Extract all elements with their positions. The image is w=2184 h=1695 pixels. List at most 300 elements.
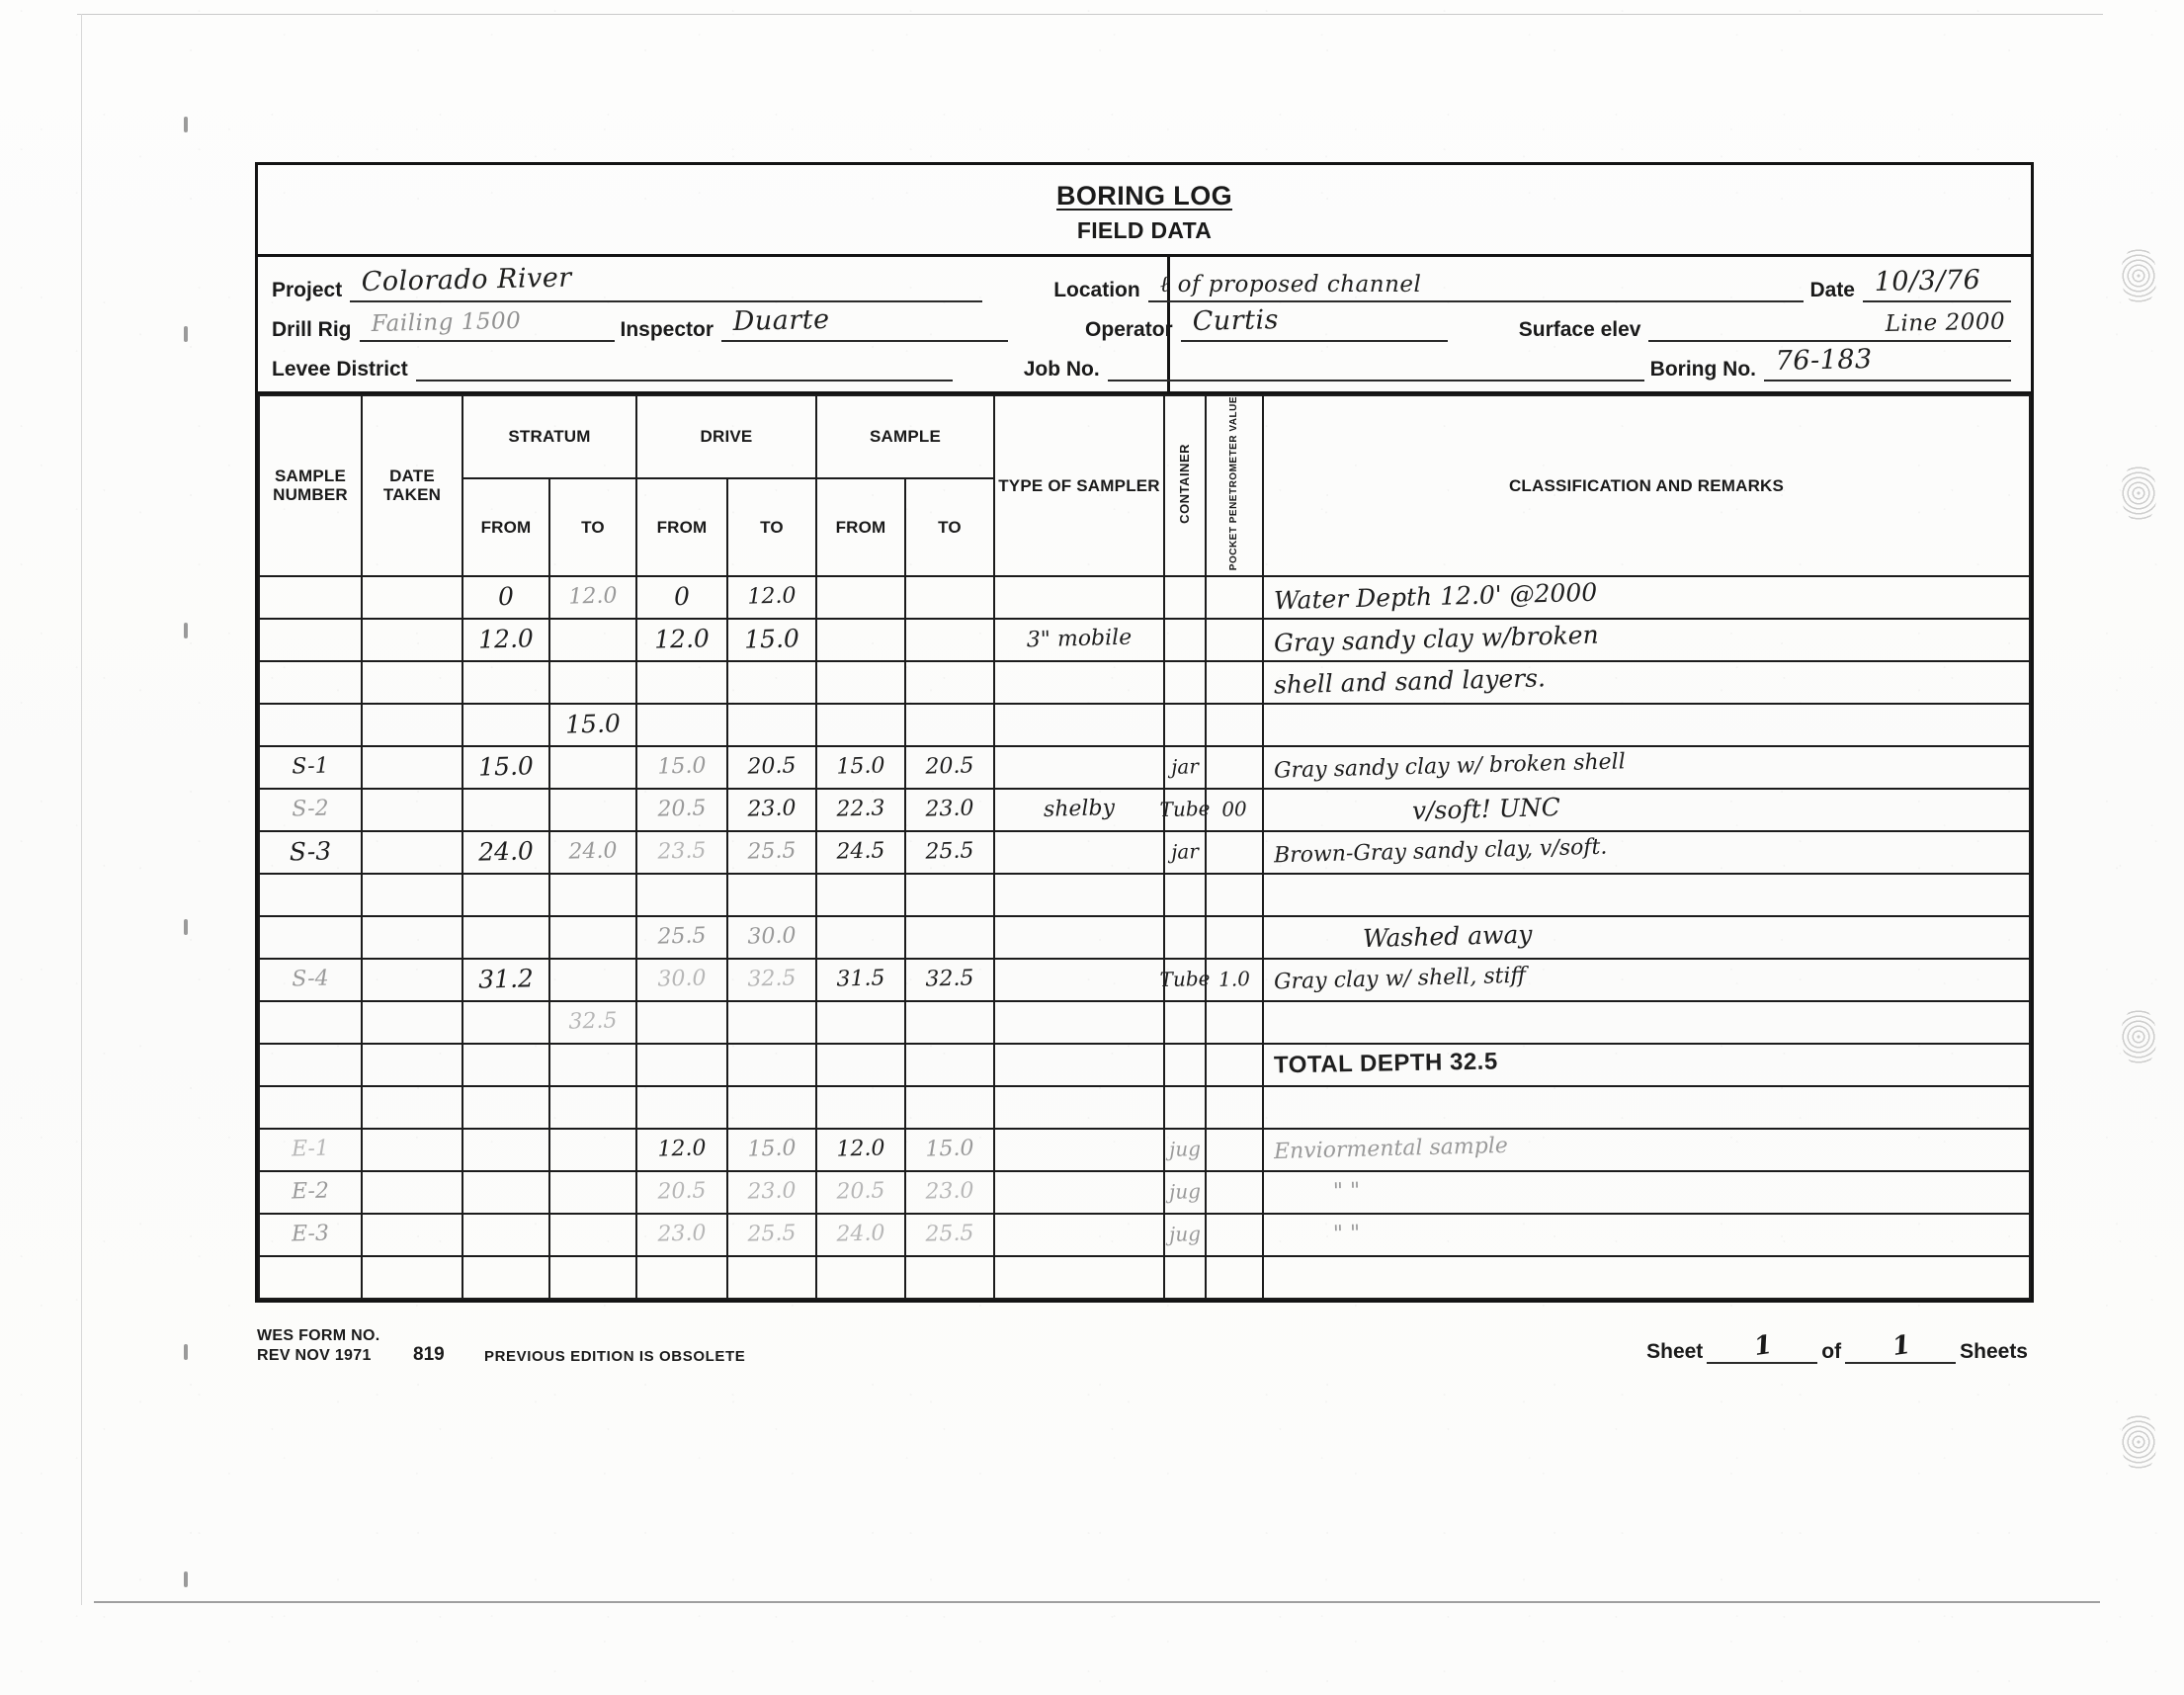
margin-tick (184, 623, 188, 638)
value-drive-from: 23.0 (657, 1221, 707, 1247)
surface-elev-value: Line 2000 (1885, 308, 2005, 337)
cell-drive-to[interactable] (727, 704, 816, 746)
value-sample-to: 32.5 (925, 966, 974, 992)
operator-field[interactable] (1181, 304, 1448, 342)
cell-sample-number[interactable] (259, 1044, 362, 1086)
cell-container[interactable] (1164, 874, 1206, 916)
cell-stratum-from[interactable] (462, 1086, 549, 1129)
cell-sample-number[interactable] (259, 704, 362, 746)
cell-drive-to[interactable] (727, 661, 816, 704)
table-row[interactable] (259, 1129, 2030, 1171)
cell-pocket-pen[interactable] (1206, 1256, 1263, 1299)
cell-stratum-to[interactable] (549, 916, 636, 959)
cell-drive-to[interactable] (727, 874, 816, 916)
cell-drive-to[interactable] (727, 576, 816, 619)
cell-date-taken[interactable] (362, 1256, 462, 1299)
cell-sampler[interactable] (994, 1001, 1164, 1044)
cell-sample-to[interactable] (905, 1214, 994, 1256)
cell-sample-number[interactable] (259, 874, 362, 916)
cell-stratum-from[interactable] (462, 1256, 549, 1299)
value-sample-to: 20.5 (925, 753, 974, 780)
cell-drive-to[interactable] (727, 1086, 816, 1129)
cell-stratum-to[interactable] (549, 1001, 636, 1044)
cell-container[interactable] (1164, 1214, 1206, 1256)
value-drive-from: 23.5 (657, 838, 707, 865)
header-row-2 (258, 305, 2031, 345)
cell-drive-from[interactable] (636, 874, 727, 916)
cell-sample-to[interactable] (905, 1001, 994, 1044)
cell-stratum-to[interactable] (549, 704, 636, 746)
value-stratum-to: 12.0 (568, 583, 618, 610)
cell-stratum-from[interactable] (462, 661, 549, 704)
value-sampler: 3" mobile (1026, 625, 1133, 653)
cell-sample-number[interactable] (259, 619, 362, 661)
value-sample-from: 15.0 (836, 753, 885, 780)
cell-pocket-pen[interactable] (1206, 1214, 1263, 1256)
cell-stratum-to[interactable] (549, 831, 636, 874)
cell-sample-from[interactable] (816, 1044, 905, 1086)
cell-stratum-to[interactable] (549, 661, 636, 704)
cell-drive-from[interactable] (636, 1171, 727, 1214)
cell-drive-from[interactable] (636, 1129, 727, 1171)
cell-sample-to[interactable] (905, 959, 994, 1001)
cell-pocket-pen[interactable] (1206, 1129, 1263, 1171)
cell-sample-number[interactable] (259, 1214, 362, 1256)
cell-stratum-from[interactable] (462, 874, 549, 916)
location-label: Location (1053, 279, 1140, 301)
cell-stratum-to[interactable] (549, 959, 636, 1001)
cell-sample-from[interactable] (816, 1086, 905, 1129)
cell-date-taken[interactable] (362, 1171, 462, 1214)
cell-container[interactable] (1164, 746, 1206, 789)
cell-date-taken[interactable] (362, 1129, 462, 1171)
cell-sampler[interactable] (994, 789, 1164, 831)
cell-container[interactable] (1164, 1256, 1206, 1299)
cell-container[interactable] (1164, 1044, 1206, 1086)
cell-remarks[interactable] (1263, 1086, 2030, 1129)
cell-date-taken[interactable] (362, 1001, 462, 1044)
cell-sampler[interactable] (994, 746, 1164, 789)
date-field[interactable] (1863, 264, 2011, 302)
project-field[interactable] (350, 262, 982, 302)
value-sample-to: 25.5 (925, 838, 974, 865)
cell-sample-number[interactable] (259, 661, 362, 704)
value-sample-to: 23.0 (925, 796, 974, 822)
col-classification-remarks: CLASSIFICATION AND REMARKS (1263, 395, 2030, 576)
cell-remarks[interactable] (1263, 959, 2030, 1001)
cell-drive-from[interactable] (636, 1256, 727, 1299)
table-row[interactable] (259, 746, 2030, 789)
value-container: Tube (1159, 967, 1211, 992)
cell-date-taken[interactable] (362, 576, 462, 619)
cell-stratum-to[interactable] (549, 746, 636, 789)
cell-stratum-to[interactable] (549, 874, 636, 916)
cell-remarks[interactable] (1263, 704, 2030, 746)
cell-sample-from[interactable] (816, 1256, 905, 1299)
cell-drive-to[interactable] (727, 1214, 816, 1256)
cell-container[interactable] (1164, 619, 1206, 661)
cell-stratum-from[interactable] (462, 1001, 549, 1044)
cell-drive-from[interactable] (636, 831, 727, 874)
cell-pocket-pen[interactable] (1206, 576, 1263, 619)
cell-sample-to[interactable] (905, 1129, 994, 1171)
table-row[interactable] (259, 874, 2030, 916)
cell-sample-from[interactable] (816, 1001, 905, 1044)
value-stratum-from: 24.0 (477, 836, 535, 867)
col-drive-to: TO (727, 478, 816, 576)
cell-stratum-to[interactable] (549, 1044, 636, 1086)
cell-drive-from[interactable] (636, 704, 727, 746)
cell-sampler[interactable] (994, 704, 1164, 746)
header-row-1 (258, 262, 2031, 305)
value-sample-number: E-2 (291, 1178, 330, 1205)
cell-drive-from[interactable] (636, 1214, 727, 1256)
cell-sample-to[interactable] (905, 746, 994, 789)
scan-edge-bottom (94, 1601, 2100, 1603)
cell-pocket-pen[interactable] (1206, 789, 1263, 831)
wes-form-block (257, 1326, 379, 1366)
cell-date-taken[interactable] (362, 831, 462, 874)
cell-pocket-pen[interactable] (1206, 874, 1263, 916)
location-value: ℓ of proposed channel (1159, 272, 1422, 297)
cell-date-taken[interactable] (362, 704, 462, 746)
cell-stratum-from[interactable] (462, 619, 549, 661)
table-row[interactable] (259, 704, 2030, 746)
table-row[interactable] (259, 619, 2030, 661)
cell-drive-from[interactable] (636, 959, 727, 1001)
cell-remarks[interactable] (1263, 1001, 2030, 1044)
boring-no-value: 76-183 (1775, 343, 1873, 377)
cell-date-taken[interactable] (362, 874, 462, 916)
levee-district-label: Levee District (272, 358, 408, 381)
cell-date-taken[interactable] (362, 916, 462, 959)
value-sample-to: 23.0 (925, 1178, 974, 1205)
table-row[interactable] (259, 1086, 2030, 1129)
value-sample-from: 20.5 (836, 1178, 885, 1205)
cell-drive-from[interactable] (636, 661, 727, 704)
value-sample-number: S-2 (292, 796, 329, 822)
cell-pocket-pen[interactable] (1206, 619, 1263, 661)
cell-date-taken[interactable] (362, 619, 462, 661)
cell-stratum-to[interactable] (549, 1171, 636, 1214)
table-row[interactable] (259, 576, 2030, 619)
scan-smudge (2121, 247, 2156, 304)
location-field[interactable] (1148, 269, 1805, 302)
cell-remarks[interactable] (1263, 576, 2030, 619)
cell-remarks[interactable] (1263, 1044, 2030, 1086)
cell-stratum-from[interactable] (462, 789, 549, 831)
cell-stratum-from[interactable] (462, 704, 549, 746)
boring-no-field[interactable] (1764, 343, 2011, 381)
cell-pocket-pen[interactable] (1206, 1001, 1263, 1044)
value-drive-from: 25.5 (657, 923, 707, 950)
cell-stratum-from[interactable] (462, 1214, 549, 1256)
value-drive-to: 32.5 (747, 966, 797, 992)
cell-drive-to[interactable] (727, 746, 816, 789)
cell-sample-from[interactable] (816, 619, 905, 661)
cell-drive-to[interactable] (727, 1001, 816, 1044)
date-label: Date (1809, 279, 1855, 301)
cell-sample-to[interactable] (905, 916, 994, 959)
cell-sample-from[interactable] (816, 789, 905, 831)
cell-sample-number[interactable] (259, 831, 362, 874)
cell-drive-from[interactable] (636, 1044, 727, 1086)
table-row[interactable] (259, 959, 2030, 1001)
boring-no-label: Boring No. (1649, 358, 1756, 381)
cell-drive-to[interactable] (727, 959, 816, 1001)
cell-sample-to[interactable] (905, 576, 994, 619)
sheet-value: 1 (1752, 1329, 1775, 1363)
value-stratum-from: 15.0 (477, 751, 535, 782)
cell-sampler[interactable] (994, 874, 1164, 916)
cell-remarks[interactable] (1263, 874, 2030, 916)
cell-date-taken[interactable] (362, 1044, 462, 1086)
cell-drive-to[interactable] (727, 619, 816, 661)
cell-stratum-from[interactable] (462, 1171, 549, 1214)
sheet-value-field[interactable] (1707, 1329, 1817, 1364)
cell-sample-number[interactable] (259, 916, 362, 959)
cell-sampler[interactable] (994, 831, 1164, 874)
cell-sample-number[interactable] (259, 789, 362, 831)
value-remarks: Enviormental sample (1273, 1134, 1509, 1165)
value-sample-from: 12.0 (836, 1136, 885, 1162)
page-subtitle: FIELD DATA (1076, 217, 1213, 243)
cell-drive-to[interactable] (727, 1256, 816, 1299)
cell-remarks[interactable] (1263, 831, 2030, 874)
cell-sample-from[interactable] (816, 704, 905, 746)
cell-stratum-from[interactable] (462, 1129, 549, 1171)
cell-sample-to[interactable] (905, 1171, 994, 1214)
cell-sample-from[interactable] (816, 1171, 905, 1214)
cell-remarks[interactable] (1263, 1171, 2030, 1214)
form-title-block (258, 165, 2031, 257)
cell-container[interactable] (1164, 916, 1206, 959)
value-drive-to: 15.0 (747, 1136, 797, 1162)
cell-drive-from[interactable] (636, 619, 727, 661)
cell-stratum-from[interactable] (462, 746, 549, 789)
cell-sampler[interactable] (994, 959, 1164, 1001)
cell-sample-from[interactable] (816, 916, 905, 959)
cell-remarks[interactable] (1263, 1256, 2030, 1299)
cell-drive-to[interactable] (727, 789, 816, 831)
form-footer (255, 1322, 2034, 1392)
value-sample-number: S-4 (292, 966, 329, 992)
cell-sample-from[interactable] (816, 1129, 905, 1171)
cell-sample-to[interactable] (905, 1044, 994, 1086)
cell-container[interactable] (1164, 1001, 1206, 1044)
table-row[interactable] (259, 661, 2030, 704)
cell-remarks[interactable] (1263, 789, 2030, 831)
cell-stratum-to[interactable] (549, 576, 636, 619)
value-container: jug (1168, 1137, 1202, 1162)
table-row[interactable] (259, 1214, 2030, 1256)
cell-pocket-pen[interactable] (1206, 1086, 1263, 1129)
sheets-total-field[interactable] (1845, 1329, 1956, 1364)
cell-remarks[interactable] (1263, 619, 2030, 661)
cell-sample-to[interactable] (905, 661, 994, 704)
cell-container[interactable] (1164, 831, 1206, 874)
table-row[interactable] (259, 1001, 2030, 1044)
cell-stratum-to[interactable] (549, 1256, 636, 1299)
inspector-value: Duarte (732, 303, 830, 337)
value-sampler: shelby (1043, 796, 1116, 823)
value-sample-number: E-3 (291, 1221, 330, 1247)
cell-container[interactable] (1164, 1129, 1206, 1171)
cell-sample-number[interactable] (259, 1171, 362, 1214)
cell-remarks[interactable] (1263, 1129, 2030, 1171)
cell-container[interactable] (1164, 1086, 1206, 1129)
pocket-penetrometer-label: POCKET PENETROMETER VALUE (1227, 396, 1239, 571)
cell-sampler[interactable] (994, 1214, 1164, 1256)
cell-pocket-pen[interactable] (1206, 746, 1263, 789)
value-remarks: Gray sandy clay w/ broken shell (1273, 749, 1627, 784)
value-stratum-to: 15.0 (564, 709, 622, 739)
cell-date-taken[interactable] (362, 1086, 462, 1129)
table-row[interactable] (259, 1171, 2030, 1214)
cell-container[interactable] (1159, 789, 1211, 831)
cell-stratum-to[interactable] (549, 789, 636, 831)
cell-sample-from[interactable] (816, 746, 905, 789)
cell-sampler[interactable] (994, 916, 1164, 959)
cell-sampler[interactable] (994, 1171, 1164, 1214)
cell-drive-from[interactable] (636, 789, 727, 831)
cell-sample-number[interactable] (259, 746, 362, 789)
cell-sampler[interactable] (994, 1086, 1164, 1129)
cell-drive-to[interactable] (727, 831, 816, 874)
cell-sample-number[interactable] (259, 1086, 362, 1129)
cell-sampler[interactable] (994, 1256, 1164, 1299)
inspector-field[interactable] (721, 303, 1008, 342)
cell-remarks[interactable] (1263, 1214, 2030, 1256)
value-drive-from: 0 (673, 581, 691, 612)
cell-container[interactable] (1164, 661, 1206, 704)
cell-sample-number[interactable] (259, 576, 362, 619)
cell-sampler[interactable] (994, 619, 1164, 661)
value-sample-from: 31.5 (836, 966, 885, 992)
cell-stratum-from[interactable] (462, 576, 549, 619)
cell-stratum-from[interactable] (462, 959, 549, 1001)
cell-remarks[interactable] (1263, 916, 2030, 959)
cell-sample-from[interactable] (816, 831, 905, 874)
col-type-of-sampler: TYPE OF SAMPLER (994, 395, 1164, 576)
cell-pocket-pen[interactable] (1206, 916, 1263, 959)
job-no-field[interactable] (1108, 348, 1644, 381)
cell-sample-from[interactable] (816, 874, 905, 916)
cell-remarks[interactable] (1263, 746, 2030, 789)
cell-sampler[interactable] (994, 576, 1164, 619)
cell-sample-from[interactable] (816, 661, 905, 704)
cell-sample-number[interactable] (259, 1001, 362, 1044)
table-header-group-row (259, 395, 2030, 478)
cell-sample-to[interactable] (905, 1086, 994, 1129)
cell-sample-to[interactable] (905, 1256, 994, 1299)
value-container: jug (1168, 1222, 1202, 1247)
cell-container[interactable] (1164, 704, 1206, 746)
cell-stratum-to[interactable] (549, 619, 636, 661)
cell-drive-to[interactable] (727, 1171, 816, 1214)
cell-stratum-from[interactable] (462, 916, 549, 959)
cell-drive-from[interactable] (636, 576, 727, 619)
cell-stratum-from[interactable] (462, 831, 549, 874)
cell-container[interactable] (1164, 1171, 1206, 1214)
cell-sample-number[interactable] (259, 959, 362, 1001)
cell-drive-to[interactable] (727, 1044, 816, 1086)
cell-sample-to[interactable] (905, 704, 994, 746)
col-sample-to: TO (905, 478, 994, 576)
inspector-label: Inspector (620, 318, 714, 341)
cell-remarks[interactable] (1263, 661, 2030, 704)
cell-date-taken[interactable] (362, 746, 462, 789)
table-row[interactable] (259, 916, 2030, 959)
cell-drive-from[interactable] (636, 1086, 727, 1129)
cell-drive-from[interactable] (636, 746, 727, 789)
cell-pocket-pen[interactable] (1206, 959, 1263, 1001)
cell-pocket-pen[interactable] (1206, 661, 1263, 704)
cell-sample-to[interactable] (905, 789, 994, 831)
value-remarks: v/soft! UNC (1411, 793, 1561, 826)
surface-elev-field[interactable] (1648, 308, 2011, 342)
cell-stratum-from[interactable] (462, 1044, 549, 1086)
cell-sample-from[interactable] (816, 959, 905, 1001)
levee-district-field[interactable] (416, 348, 953, 381)
margin-tick (184, 326, 188, 342)
cell-drive-to[interactable] (727, 1129, 816, 1171)
cell-container[interactable] (1164, 576, 1206, 619)
cell-drive-to[interactable] (727, 916, 816, 959)
cell-sample-number[interactable] (259, 1129, 362, 1171)
cell-stratum-to[interactable] (549, 1214, 636, 1256)
cell-pocket-pen[interactable] (1206, 704, 1263, 746)
cell-drive-from[interactable] (636, 1001, 727, 1044)
table-row[interactable] (259, 831, 2030, 874)
drill-rig-label: Drill Rig (272, 318, 352, 341)
table-row[interactable] (259, 1044, 2030, 1086)
table-row[interactable] (259, 1256, 2030, 1299)
cell-sample-to[interactable] (905, 874, 994, 916)
cell-date-taken[interactable] (362, 661, 462, 704)
cell-sample-from[interactable] (816, 576, 905, 619)
cell-pocket-pen[interactable] (1206, 1044, 1263, 1086)
sheet-label: Sheet (1646, 1340, 1704, 1363)
value-remarks: " " (1332, 1221, 1361, 1247)
cell-pocket-pen[interactable] (1206, 1171, 1263, 1214)
cell-sampler[interactable] (994, 1044, 1164, 1086)
cell-stratum-to[interactable] (549, 1086, 636, 1129)
cell-sample-from[interactable] (816, 1214, 905, 1256)
cell-container[interactable] (1159, 959, 1211, 1001)
job-no-label: Job No. (1023, 358, 1100, 381)
value-sample-from: 22.3 (836, 796, 885, 822)
value-sample-from: 24.0 (836, 1221, 885, 1247)
cell-date-taken[interactable] (362, 789, 462, 831)
date-value: 10/3/76 (1874, 264, 1981, 297)
cell-sample-to[interactable] (905, 619, 994, 661)
cell-date-taken[interactable] (362, 1214, 462, 1256)
value-remarks: Brown-Gray sandy clay, v/soft. (1273, 834, 1608, 869)
cell-stratum-to[interactable] (549, 1129, 636, 1171)
margin-tick (184, 1344, 188, 1360)
cell-sampler[interactable] (994, 1129, 1164, 1171)
drill-rig-field[interactable] (360, 308, 615, 342)
cell-drive-from[interactable] (636, 916, 727, 959)
cell-sample-number[interactable] (259, 1256, 362, 1299)
sheet-counter (1646, 1329, 2028, 1364)
table-row[interactable] (259, 789, 2030, 831)
cell-sample-to[interactable] (905, 831, 994, 874)
cell-pocket-pen[interactable] (1206, 831, 1263, 874)
cell-sampler[interactable] (994, 661, 1164, 704)
cell-date-taken[interactable] (362, 959, 462, 1001)
